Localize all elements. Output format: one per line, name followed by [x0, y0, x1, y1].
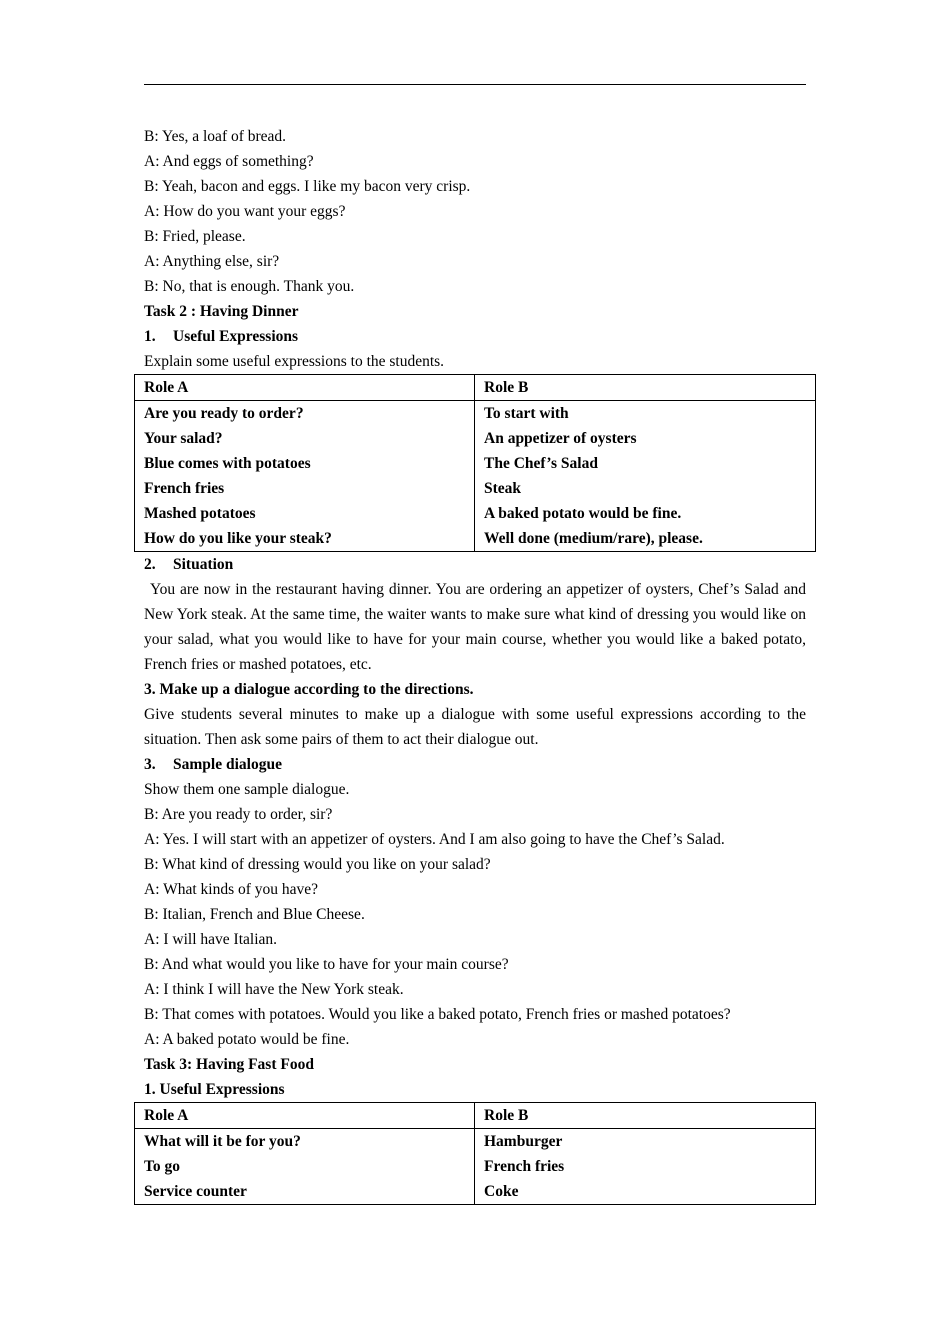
makeup-heading: 3. Make up a dialogue according to the directions. — [144, 681, 474, 698]
expression: Service counter — [144, 1183, 247, 1200]
section-number: 3. — [144, 756, 156, 773]
task3-heading: Task 3: Having Fast Food — [144, 1056, 314, 1073]
expression: The Chef’s Salad — [484, 455, 598, 472]
expression: Blue comes with potatoes — [144, 455, 311, 472]
table-header-role-a: Role A — [135, 375, 475, 401]
sample-heading — [144, 752, 806, 777]
dialogue-line: B: Are you ready to order, sir? — [144, 806, 333, 823]
dialogue-line: A: I think I will have the New York steak. — [144, 981, 404, 998]
table-header-role-b: Role B — [475, 375, 816, 401]
dialogue-line: A: I will have Italian. — [144, 931, 277, 948]
breakfast-dialogue — [144, 124, 806, 299]
task3-expressions-table — [134, 1102, 816, 1205]
sample-dialogue — [144, 802, 806, 1052]
dialogue-line: A: How do you want your eggs? — [144, 203, 346, 220]
expression: Well done (medium/rare), please. — [484, 530, 703, 547]
table-row — [135, 1129, 816, 1205]
role-b-cell — [475, 401, 816, 552]
table-header-role-a: Role A — [135, 1103, 475, 1129]
dialogue-line: B: Yes, a loaf of bread. — [144, 128, 287, 145]
dialogue-line: A: And eggs of something? — [144, 153, 314, 170]
header-rule — [144, 84, 806, 85]
section-title: Situation — [173, 556, 234, 573]
sample-intro: Show them one sample dialogue. — [144, 781, 350, 798]
dialogue-line: A: Yes. I will start with an appetizer of oysters. And I am also going to have the Chef’s Salad. — [144, 831, 725, 848]
dialogue-line: B: No, that is enough. Thank you. — [144, 278, 355, 295]
dialogue-line: B: What kind of dressing would you like on your salad? — [144, 856, 491, 873]
expression: Steak — [484, 480, 522, 497]
expression: French fries — [484, 1158, 565, 1175]
expression: Coke — [484, 1183, 519, 1200]
expression: What will it be for you? — [144, 1133, 301, 1150]
table-header-row — [135, 1103, 816, 1129]
expression: How do you like your steak? — [144, 530, 332, 547]
expression: Hamburger — [484, 1133, 563, 1150]
task2-useful-heading — [144, 324, 806, 349]
expression: French fries — [144, 480, 225, 497]
task2-expressions-table — [134, 374, 816, 552]
expression: Your salad? — [144, 430, 223, 447]
expression: To start with — [484, 405, 569, 422]
task2-heading: Task 2 : Having Dinner — [144, 303, 299, 320]
dialogue-line: A: Anything else, sir? — [144, 253, 280, 270]
section-number: 1. — [144, 328, 156, 345]
section-number: 2. — [144, 556, 156, 573]
document-body — [144, 124, 806, 1205]
dialogue-line: B: Italian, French and Blue Cheese. — [144, 906, 365, 923]
task3-useful-heading: 1. Useful Expressions — [144, 1081, 285, 1098]
expression: To go — [144, 1158, 181, 1175]
table-row — [135, 401, 816, 552]
table-header-role-b: Role B — [475, 1103, 816, 1129]
dialogue-line: B: Fried, please. — [144, 228, 246, 245]
dialogue-line: A: What kinds of you have? — [144, 881, 319, 898]
section-title: Useful Expressions — [173, 328, 299, 345]
role-b-cell — [475, 1129, 816, 1205]
task2-useful-intro: Explain some useful expressions to the students. — [144, 353, 445, 370]
role-a-cell — [135, 1129, 475, 1205]
situation-heading — [144, 552, 806, 577]
table-header-row — [135, 375, 816, 401]
dialogue-line: B: And what would you like to have for your main course? — [144, 956, 509, 973]
expression: Mashed potatoes — [144, 505, 256, 522]
expression: An appetizer of oysters — [484, 430, 637, 447]
expression: A baked potato would be fine. — [484, 505, 682, 522]
section-title: Sample dialogue — [173, 756, 282, 773]
makeup-paragraph: Give students several minutes to make up a dialogue with some useful expressions according to the situation. Then ask some pairs of them to act their dialogue out. — [144, 706, 806, 748]
dialogue-line: A: A baked potato would be fine. — [144, 1031, 350, 1048]
dialogue-line: B: Yeah, bacon and eggs. I like my bacon very crisp. — [144, 178, 471, 195]
situation-paragraph: You are now in the restaurant having dinner. You are ordering an appetizer of oysters, Chef’s Salad and New York steak. At the same time, the waiter wants to make sure what kind of dressing you would like on your salad, what you would like to have for your main course, whether you would like a baked potato, French fries or mashed potatoes, etc. — [144, 581, 806, 673]
role-a-cell — [135, 401, 475, 552]
expression: Are you ready to order? — [144, 405, 304, 422]
dialogue-line: B: That comes with potatoes. Would you like a baked potato, French fries or mashed potatoes? — [144, 1006, 731, 1023]
